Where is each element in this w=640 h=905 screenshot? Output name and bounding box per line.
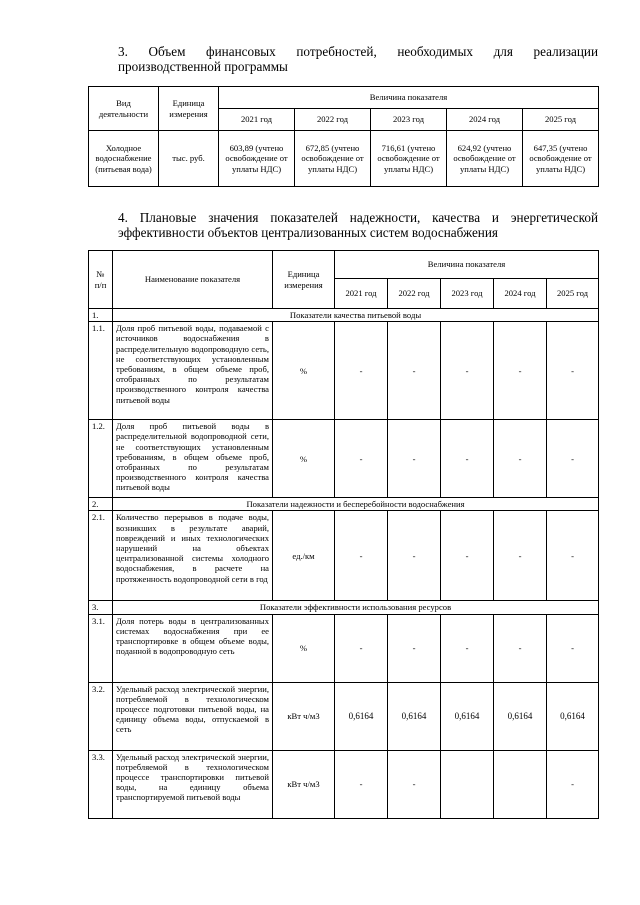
year-header: 2023 год: [371, 109, 447, 131]
row-num: 1.2.: [89, 420, 113, 498]
value-cell: -: [494, 420, 547, 498]
value-cell: 0,6164: [335, 682, 388, 750]
group-title: Показатели эффективности использования ресурсов: [113, 601, 599, 614]
value-cell: 672,85 (учтено освобождение от уплаты НДС): [295, 131, 371, 187]
group-title: Показатели надежности и бесперебойности водоснабжения: [113, 498, 599, 511]
header-name: Наименование показателя: [113, 251, 273, 309]
indicator-name: Удельный расход электрической энергии, потребляемой в технологическом процессе подготовки питьевой воды, на единицу объема воды, отпускаемой в сеть: [113, 682, 273, 750]
value-cell: [441, 750, 494, 818]
activity-cell: Холодное водоснабжение (питьевая вода): [89, 131, 159, 187]
value-cell: -: [388, 511, 441, 601]
group-num: 2.: [89, 498, 113, 511]
header-unit: Единица измерения: [159, 87, 219, 131]
value-cell: -: [547, 750, 599, 818]
unit-cell: тыс. руб.: [159, 131, 219, 187]
value-cell: -: [494, 322, 547, 420]
row-num: 2.1.: [89, 511, 113, 601]
row-num: 1.1.: [89, 322, 113, 420]
header-value: Величина показателя: [219, 87, 599, 109]
value-cell: 0,6164: [388, 682, 441, 750]
value-cell: -: [335, 511, 388, 601]
indicators-table: [88, 250, 599, 819]
year-header: 2022 год: [388, 279, 441, 309]
unit-cell: кВт ч/м3: [273, 682, 335, 750]
header-unit: Единица измерения: [273, 251, 335, 309]
row-num: 3.2.: [89, 682, 113, 750]
value-cell: -: [335, 750, 388, 818]
unit-cell: %: [273, 322, 335, 420]
value-cell: -: [335, 322, 388, 420]
value-cell: [494, 750, 547, 818]
value-cell: -: [547, 614, 599, 682]
value-cell: -: [388, 322, 441, 420]
value-cell: 0,6164: [441, 682, 494, 750]
value-cell: -: [441, 322, 494, 420]
value-cell: -: [441, 420, 494, 498]
indicator-name: Доля потерь воды в централизованных системах водоснабжения при ее транспортировке в общем объеме воды, поданной в водопроводную сеть: [113, 614, 273, 682]
value-cell: 716,61 (учтено освобождение от уплаты НДС): [371, 131, 447, 187]
year-header: 2025 год: [547, 279, 599, 309]
value-cell: -: [494, 614, 547, 682]
financial-needs-table: [88, 86, 599, 187]
value-cell: -: [441, 614, 494, 682]
year-header: 2024 год: [494, 279, 547, 309]
value-cell: -: [494, 511, 547, 601]
section-3-heading: 3. Объем финансовых потребностей, необходимых для реализации производственной программы: [118, 44, 598, 74]
value-cell: -: [335, 420, 388, 498]
unit-cell: %: [273, 614, 335, 682]
indicator-name: Доля проб питьевой воды в распределительной водопроводной сети, не соответствующих установленным требованиям, в общем объеме проб, отобранных по результатам производственного контроля качества питьевой воды: [113, 420, 273, 498]
year-header: 2023 год: [441, 279, 494, 309]
year-header: 2024 год: [447, 109, 523, 131]
group-num: 3.: [89, 601, 113, 614]
unit-cell: ед./км: [273, 511, 335, 601]
indicator-name: Удельный расход электрической энергии, потребляемой в технологическом процессе транспортировки питьевой воды, на единицу объема транспортируемой питьевой воды: [113, 750, 273, 818]
value-cell: -: [547, 420, 599, 498]
section-4-heading: 4. Плановые значения показателей надежности, качества и энергетической эффективности объектов централизованных систем водоснабжения: [118, 210, 598, 240]
indicator-name: Доля проб питьевой воды, подаваемой с источников водоснабжения в распределительную водопроводную сеть, не соответствующих установленным требованиям, в общем объеме проб, отобранных по результатам производственного контроля качества питьевой воды: [113, 322, 273, 420]
header-value: Величина показателя: [335, 251, 599, 279]
group-title: Показатели качества питьевой воды: [113, 309, 599, 322]
value-cell: -: [547, 511, 599, 601]
value-cell: -: [388, 420, 441, 498]
value-cell: 603,89 (учтено освобождение от уплаты НДС): [219, 131, 295, 187]
year-header: 2021 год: [219, 109, 295, 131]
year-header: 2021 год: [335, 279, 388, 309]
year-header: 2022 год: [295, 109, 371, 131]
value-cell: -: [388, 614, 441, 682]
value-cell: -: [547, 322, 599, 420]
value-cell: 647,35 (учтено освобождение от уплаты НДС): [523, 131, 599, 187]
value-cell: -: [388, 750, 441, 818]
indicator-name: Количество перерывов в подаче воды, возникших в результате аварий, повреждений и иных технологических нарушений на объектах централизованной системы холодного водоснабжения, в расчете на протяженность водопроводной сети в год: [113, 511, 273, 601]
year-header: 2025 год: [523, 109, 599, 131]
value-cell: -: [441, 511, 494, 601]
header-num: № п/п: [89, 251, 113, 309]
unit-cell: кВт ч/м3: [273, 750, 335, 818]
group-num: 1.: [89, 309, 113, 322]
value-cell: 0,6164: [547, 682, 599, 750]
value-cell: -: [335, 614, 388, 682]
unit-cell: %: [273, 420, 335, 498]
header-activity: Вид деятельности: [89, 87, 159, 131]
row-num: 3.3.: [89, 750, 113, 818]
row-num: 3.1.: [89, 614, 113, 682]
value-cell: 624,92 (учтено освобождение от уплаты НДС): [447, 131, 523, 187]
value-cell: 0,6164: [494, 682, 547, 750]
